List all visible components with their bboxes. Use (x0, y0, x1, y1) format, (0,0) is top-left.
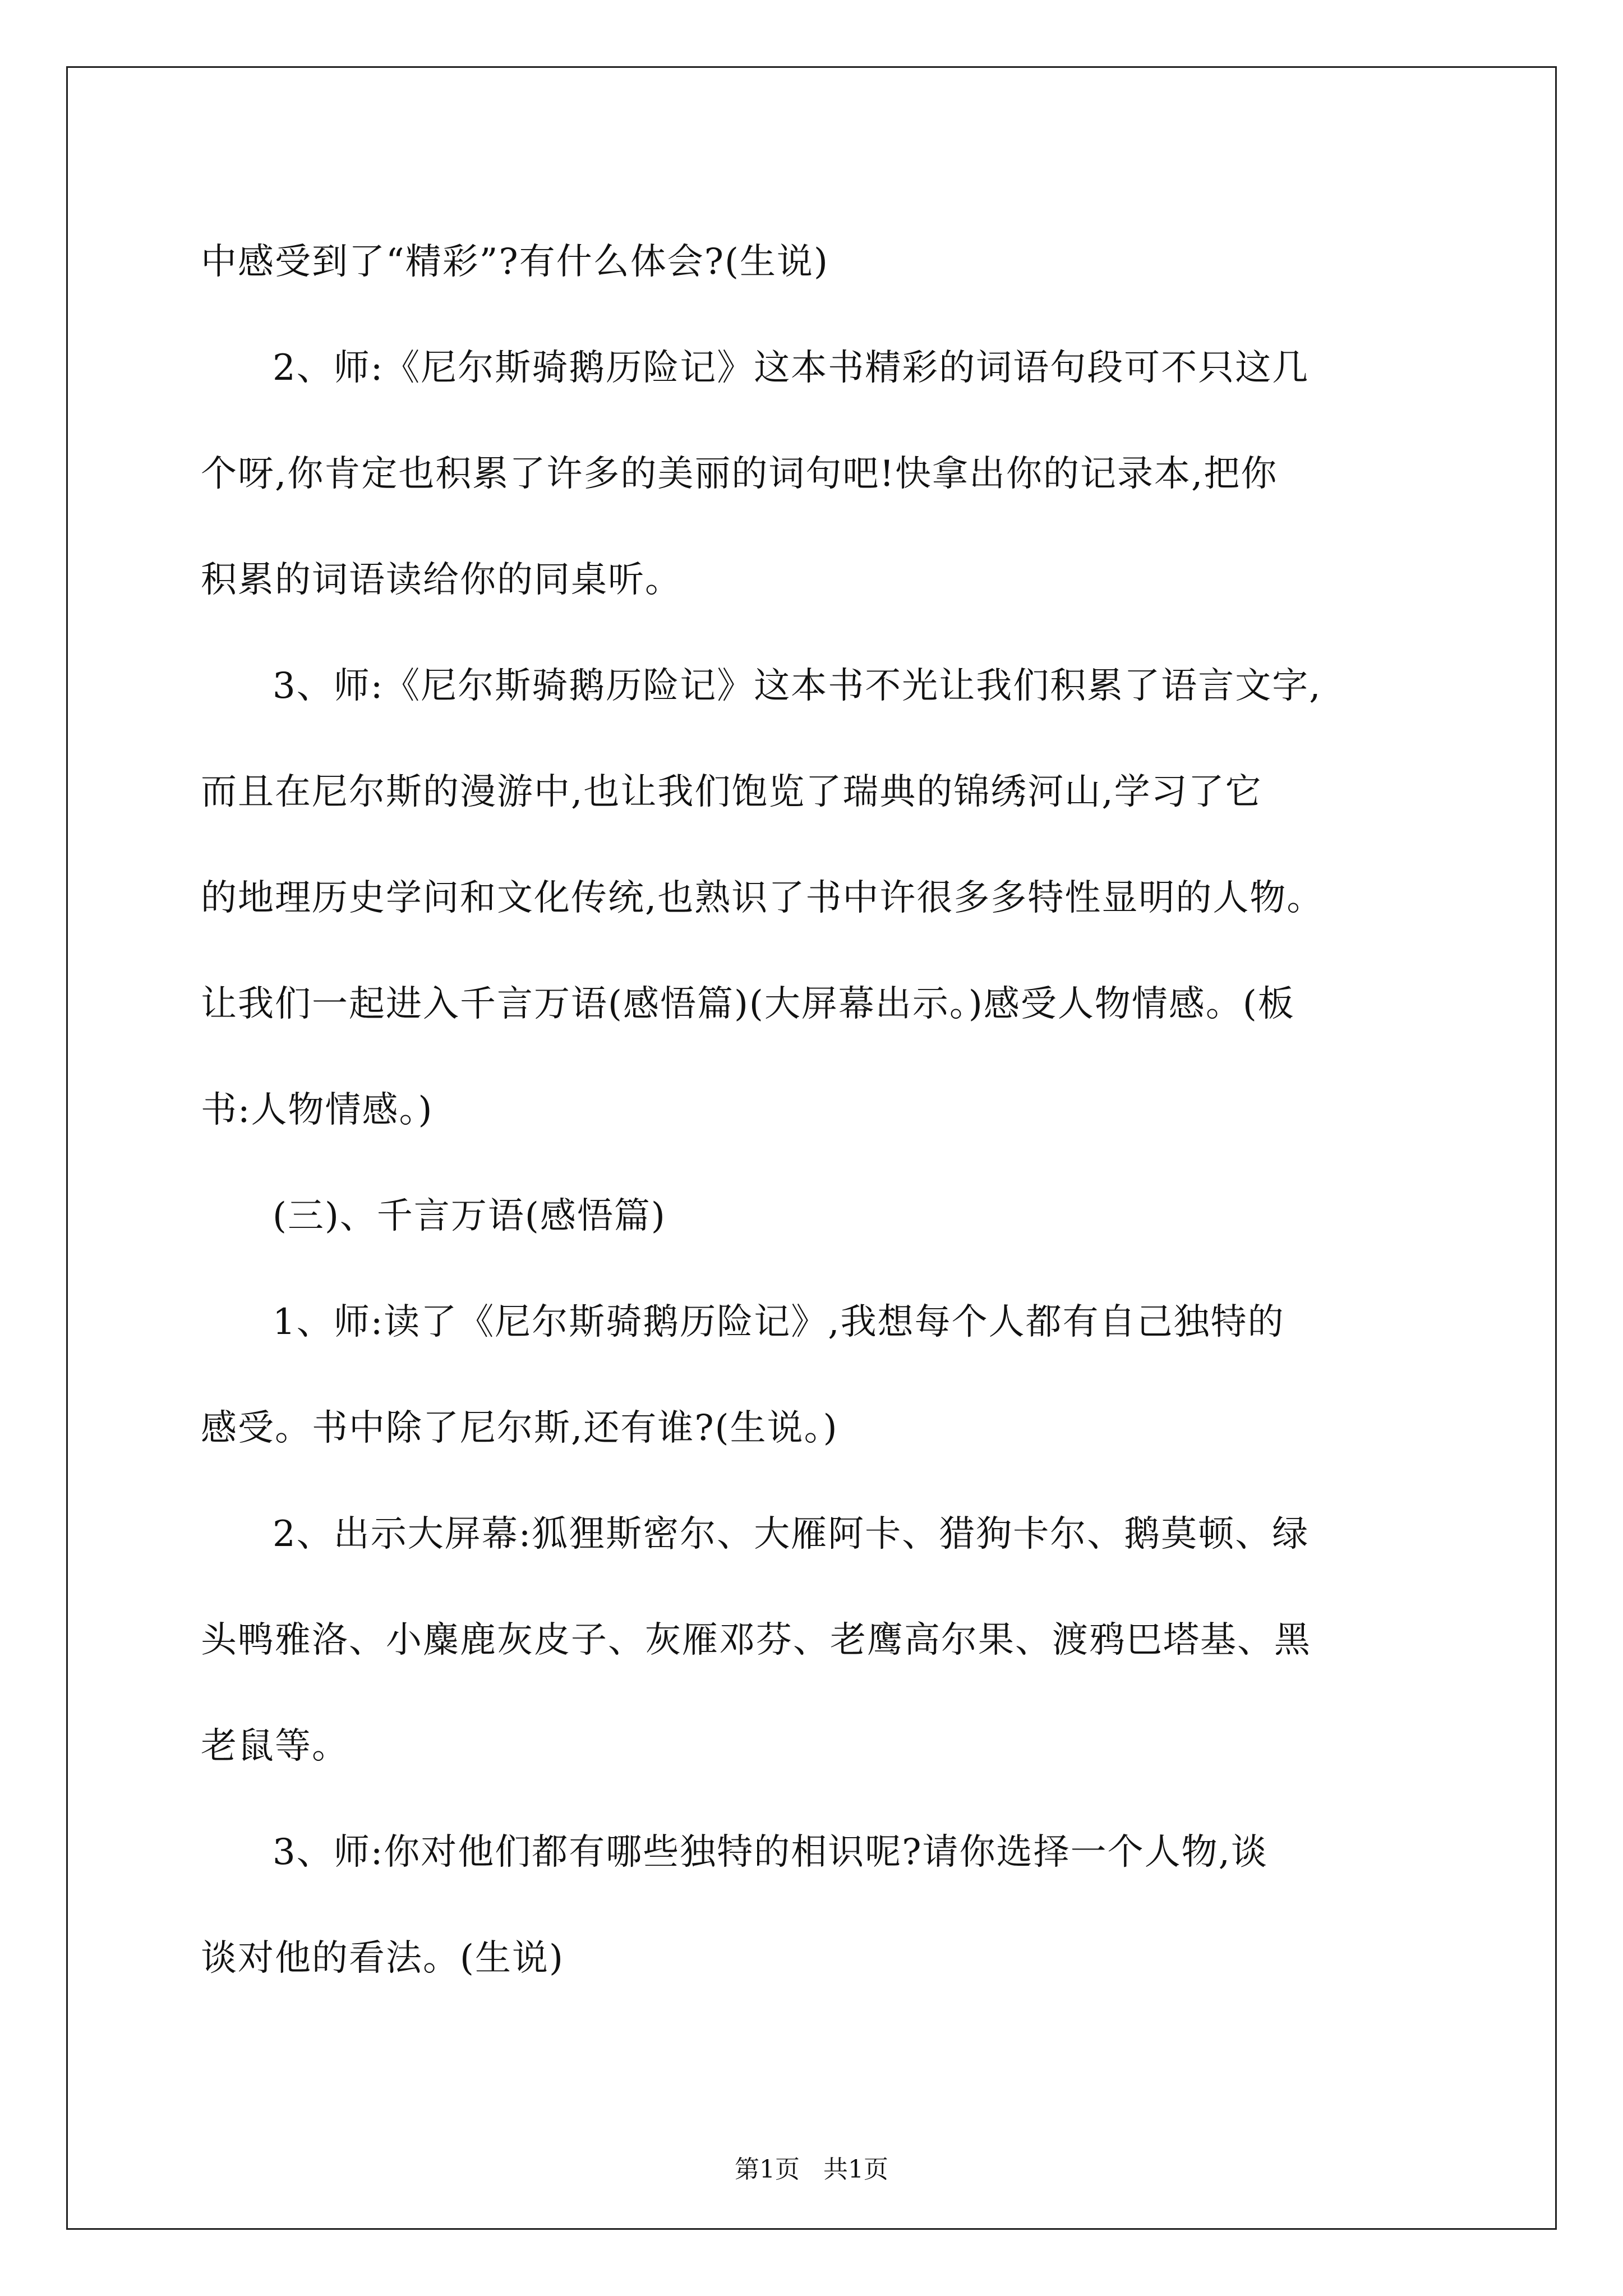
text-line: 书:人物情感。) (201, 1089, 434, 1131)
text-line: 2、出示大屏幕:狐狸斯密尔、大雁阿卡、猎狗卡尔、鹅莫顿、绿 (273, 1513, 1310, 1555)
text-line: 个呀,你肯定也积累了许多的美丽的词句吧!快拿出你的记录本,把你 (201, 453, 1278, 495)
section-heading: (三)、千言万语(感悟篇) (273, 1195, 666, 1237)
text-line: 感受。书中除了尼尔斯,还有谁?(生说。) (201, 1407, 838, 1449)
text-line: 积累的词语读给你的同桌听。 (201, 559, 682, 601)
text-line: 2、师:《尼尔斯骑鹅历险记》这本书精彩的词语句段可不只这几 (273, 347, 1310, 389)
text-line: 头鸭雅洛、小麋鹿灰皮子、灰雁邓芬、老鹰高尔果、渡鸦巴塔基、黑 (201, 1619, 1311, 1661)
page-footer: 第1页 共1页 (735, 2155, 888, 2184)
text-line: 3、师:你对他们都有哪些独特的相识呢?请你选择一个人物,谈 (273, 1832, 1268, 1873)
text-line: 中感受到了“精彩”?有什么体会?(生说) (201, 241, 829, 283)
text-line: 让我们一起进入千言万语(感悟篇)(大屏幕出示。)感受人物情感。(板 (201, 983, 1295, 1025)
text-line: 3、师:《尼尔斯骑鹅历险记》这本书不光让我们积累了语言文字, (273, 665, 1322, 707)
text-line: 老鼠等。 (201, 1726, 349, 1767)
text-line: 的地理历史学问和文化传统,也熟识了书中许很多多特性显明的人物。 (201, 877, 1324, 919)
text-line: 而且在尼尔斯的漫游中,也让我们饱览了瑞典的锦绣河山,学习了它 (201, 771, 1262, 813)
text-line: 1、师:读了《尼尔斯骑鹅历险记》,我想每个人都有自己独特的 (273, 1301, 1285, 1343)
text-line: 谈对他的看法。(生说) (201, 1938, 564, 1979)
document-body (201, 209, 1429, 2012)
